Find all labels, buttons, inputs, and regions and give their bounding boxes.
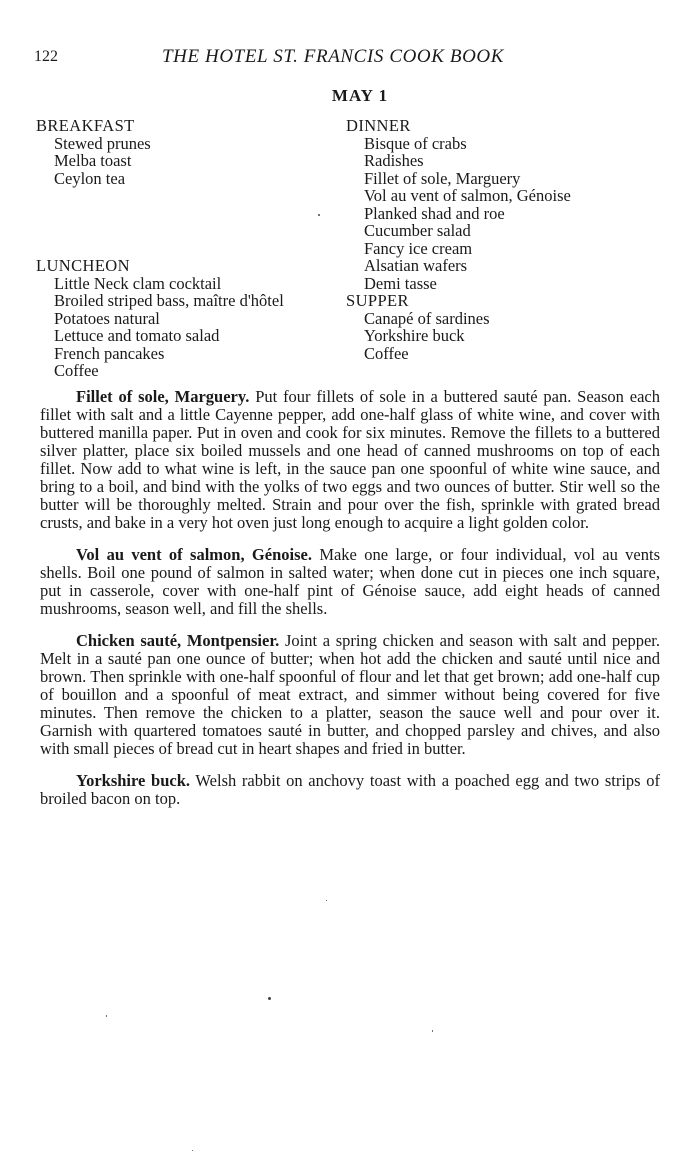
dinner-item: Alsatian wafers: [364, 256, 468, 275]
dinner-item: Planked shad and roe: [364, 203, 505, 223]
speck: [432, 1030, 433, 1032]
breakfast-item: Melba toast: [54, 151, 132, 170]
speck: [318, 214, 320, 216]
dinner-item: Vol au vent of salmon, Génoise: [364, 186, 571, 205]
menu-column-left: [36, 117, 284, 380]
luncheon-item: Lettuce and tomato salad: [54, 326, 220, 345]
book-title: THE HOTEL ST. FRANCIS COOK BOOK: [162, 46, 504, 67]
recipe-text: Welsh rabbit on anchovy toast with a poached egg and two strips of broiled bacon on top.: [40, 771, 660, 808]
supper-item: Canapé of sardines: [364, 308, 490, 328]
luncheon-item: Potatoes natural: [54, 308, 160, 328]
luncheon-item: Broiled striped bass, maître d'hôtel: [54, 291, 284, 310]
recipe-name: Fillet of sole, Marguery.: [76, 387, 250, 406]
running-head: [34, 46, 660, 70]
breakfast-item: Ceylon tea: [54, 168, 126, 188]
recipe-text: Put four fillets of sole in a buttered sauté pan. Season each fillet with salt and a little Cayenne pepper, add one-half glass of white wine, and cover with buttered manilla paper. Put in oven and cook for six minutes. Remove the fillets to a buttered silver platter, place six boiled mussels and one head of canned mushrooms on top of each fillet. Now add to what wine is left, in the sauce pan one spoonful of white wine sauce, and bring to a boil, and bind with the yolks of two eggs and two ounces of butter. Stir well so the butter will be thoroughly melted. Strain and pour over the fish, sprinkle with grated bread crusts, and bake in a very hot oven just long enough to acquire a light golden color.: [40, 387, 660, 532]
speck: [326, 900, 327, 901]
speck: [192, 1150, 193, 1151]
recipe-name: Vol au vent of salmon, Génoise.: [76, 545, 312, 564]
date-heading: MAY 1: [331, 86, 389, 105]
luncheon-item: Coffee: [54, 361, 99, 380]
luncheon-item: Little Neck clam cocktail: [54, 273, 222, 293]
recipe-paragraph: [40, 632, 660, 758]
menu-spacer: [36, 187, 284, 257]
dinner-item: Demi tasse: [364, 273, 437, 293]
supper-heading: SUPPER: [346, 291, 409, 310]
breakfast-heading: BREAKFAST: [36, 116, 135, 135]
recipe-paragraph: [40, 772, 660, 808]
recipe-name: Yorkshire buck.: [76, 771, 191, 790]
recipe-paragraph: [40, 388, 660, 532]
supper-item: Yorkshire buck: [364, 326, 465, 345]
dinner-heading: DINNER: [346, 116, 411, 135]
speck: [106, 1015, 107, 1017]
supper-item: Coffee: [364, 343, 409, 363]
dinner-item: Bisque of crabs: [364, 133, 467, 153]
dinner-item: Fancy ice cream: [364, 238, 473, 258]
dinner-item: Radishes: [364, 151, 424, 170]
menu-column-right: [346, 117, 571, 362]
page-number: 122: [34, 48, 58, 65]
recipe-text: Joint a spring chicken and season with salt and pepper. Melt in a sauté pan one ounce of butter; when hot add the chicken and sauté until nice and brown. Then sprinkle with one-half spoonful of flour and let that get brown; add one-half cup of bouillon and a spoonful of meat extract, and simmer without being covered for five minutes. Then remove the chicken to a platter, season the sauce well and pour over it. Garnish with quartered tomatoes sauté in butter, and chopped parsley and chives, and also with small pieces of bread cut in heart shapes and fried in butter.: [40, 631, 661, 758]
recipe-name: Chicken sauté, Montpensier.: [76, 631, 280, 650]
luncheon-item: French pancakes: [54, 343, 165, 363]
breakfast-item: Stewed prunes: [54, 133, 151, 153]
recipes: [40, 388, 660, 822]
recipe-text: Make one large, or four individual, vol au vents shells. Boil one pound of salmon in salted water; when done cut in pieces one inch square, put in casserole, cover with one-half pint of Génoise sauce, add eight heads of canned mushrooms, season well, and fill the shells.: [40, 545, 661, 618]
luncheon-heading: LUNCHEON: [36, 256, 130, 275]
dinner-item: Cucumber salad: [364, 221, 471, 240]
recipe-paragraph: [40, 546, 660, 618]
dinner-item: Fillet of sole, Marguery: [364, 168, 521, 188]
speck: [268, 997, 271, 1000]
